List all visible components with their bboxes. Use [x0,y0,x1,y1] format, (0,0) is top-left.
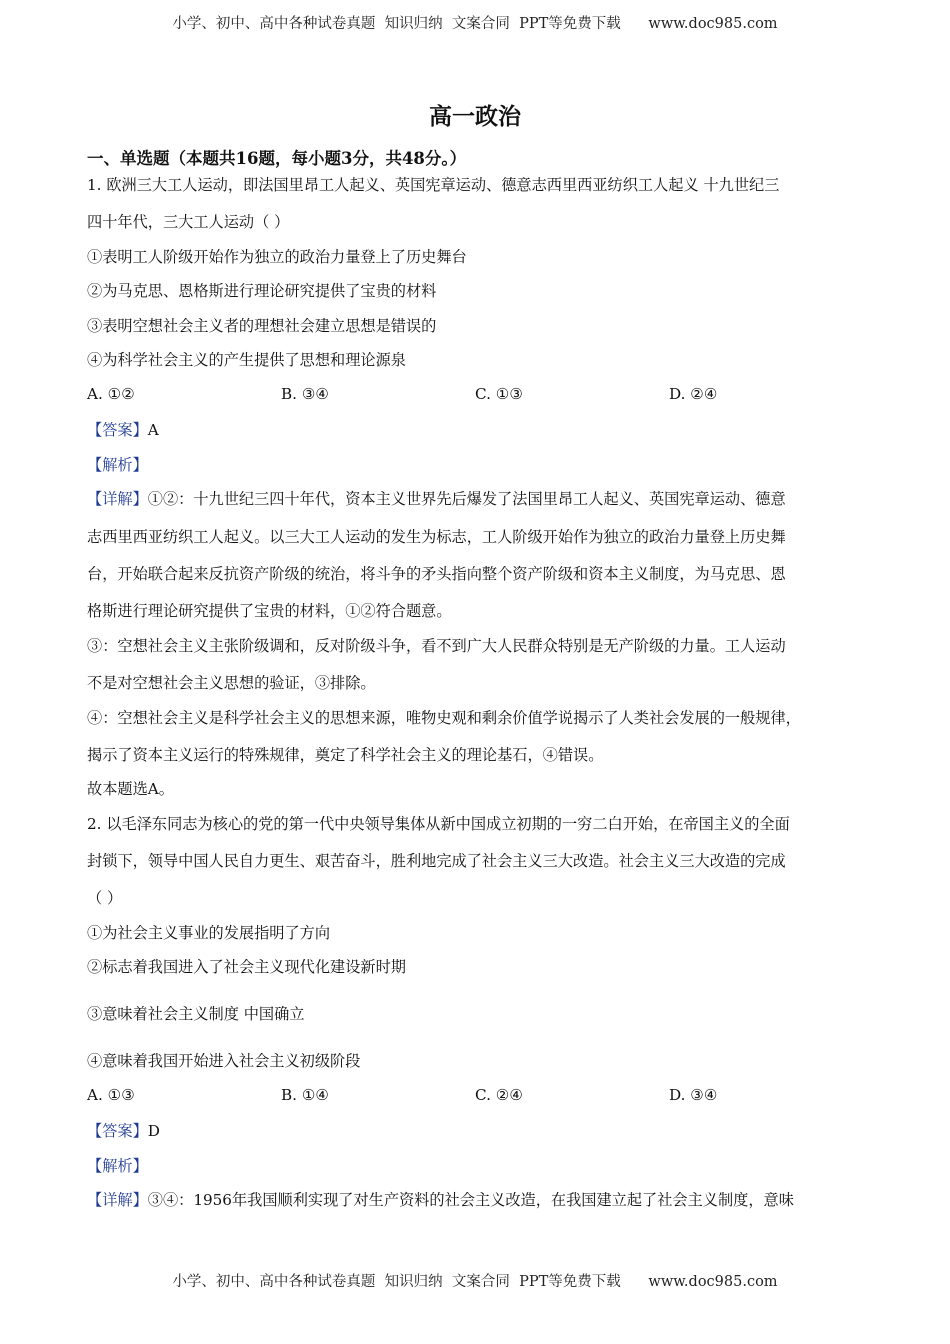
section-heading: 一、单选题（本题共16题，每小题3分，共48分。） [87,149,467,168]
q1-statement-4: ④为科学社会主义的产生提供了思想和理论源泉 [87,351,406,369]
q2-statement-3: ③意味着社会主义制度 中国确立 [87,1005,305,1023]
q1-detail-line-8: 揭示了资本主义运行的特殊规律，奠定了科学社会主义的理论基石，④错误。 [87,746,604,764]
q2-statement-1: ①为社会主义事业的发展指明了方向 [87,924,330,942]
q1-option-a: A. ①② [87,385,135,403]
q1-option-d: D. ②④ [669,385,718,403]
q1-option-b: B. ③④ [281,385,330,403]
q1-detail-line-5: ③：空想社会主义主张阶级调和，反对阶级斗争，看不到广大人民群众特别是无产阶级的力量。工人运动 [87,637,786,655]
q2-answer [87,1121,160,1141]
q1-stem-line-1: 1. 欧洲三大工人运动，即法国里昂工人起义、英国宪章运动、德意志西里西亚纺织工人起义 十九世纪三 [87,176,780,194]
q1-detail-line-3: 台，开始联合起来反抗资产阶级的统治，将斗争的矛头指向整个资产阶级和资本主义制度，为马克思、恩 [87,565,786,583]
q2-statement-2: ②标志着我国进入了社会主义现代化建设新时期 [87,958,406,976]
q1-stem-line-2: 四十年代，三大工人运动（ ） [87,213,290,231]
q2-stem-line-1: 2. 以毛泽东同志为核心的党的第一代中央领导集体从新中国成立初期的一穷二白开始，在帝国主义的全面 [87,815,790,833]
q1-detail-line-2: 志西里西亚纺织工人起义。以三大工人运动的发生为标志，工人阶级开始作为独立的政治力量登上历史舞 [87,528,786,546]
answer-tag: 【答案】 [87,421,148,439]
q1-detail-line-4: 格斯进行理论研究提供了宝贵的材料，①②符合题意。 [87,602,452,620]
detail-text: ③④：1956年我国顺利实现了对生产资料的社会主义改造，在我国建立起了社会主义制度，意味 [147,1191,794,1209]
q2-stem-line-3: （ ） [87,889,123,907]
q2-option-b: B. ①④ [281,1086,330,1104]
q1-statement-2: ②为马克思、恩格斯进行理论研究提供了宝贵的材料 [87,282,437,300]
detail-tag: 【详解】 [87,1191,148,1209]
page-footer: 小学、初中、高中各种试卷真题 知识归纳 文案合同 PPT等免费下载 www.doc985.com [172,1274,778,1290]
q1-statement-1: ①表明工人阶级开始作为独立的政治力量登上了历史舞台 [87,248,467,266]
detail-tag: 【详解】 [87,490,148,508]
q1-answer [87,420,159,440]
q2-detail-line-1 [87,1190,794,1210]
answer-value: D [147,1122,160,1140]
q1-detail-line-1 [87,489,786,509]
q2-analysis-tag: 【解析】 [87,1157,148,1175]
detail-text: ①②：十九世纪三四十年代，资本主义世界先后爆发了法国里昂工人起义、英国宪章运动、德意 [147,490,786,508]
answer-tag: 【答案】 [87,1122,148,1140]
q2-statement-4: ④意味着我国开始进入社会主义初级阶段 [87,1052,361,1070]
q1-conclusion: 故本题选A。 [87,780,174,798]
q2-option-d: D. ③④ [669,1086,718,1104]
q1-statement-3: ③表明空想社会主义者的理想社会建立思想是错误的 [87,317,437,335]
q2-stem-line-2: 封锁下，领导中国人民自力更生、艰苦奋斗，胜利地完成了社会主义三大改造。社会主义三大改造的完成 [87,852,786,870]
page-header: 小学、初中、高中各种试卷真题 知识归纳 文案合同 PPT等免费下载 www.doc985.com [172,16,778,32]
q1-detail-line-6: 不是对空想社会主义思想的验证，③排除。 [87,674,376,692]
answer-value: A [147,421,159,439]
q1-option-c: C. ①③ [475,385,523,403]
q1-detail-line-7: ④：空想社会主义是科学社会主义的思想来源，唯物史观和剩余价值学说揭示了人类社会发展的一般规律， [87,709,801,727]
q1-analysis-tag: 【解析】 [87,456,148,474]
page-title: 高一政治 [429,103,521,130]
q2-option-a: A. ①③ [87,1086,135,1104]
q2-option-c: C. ②④ [475,1086,523,1104]
